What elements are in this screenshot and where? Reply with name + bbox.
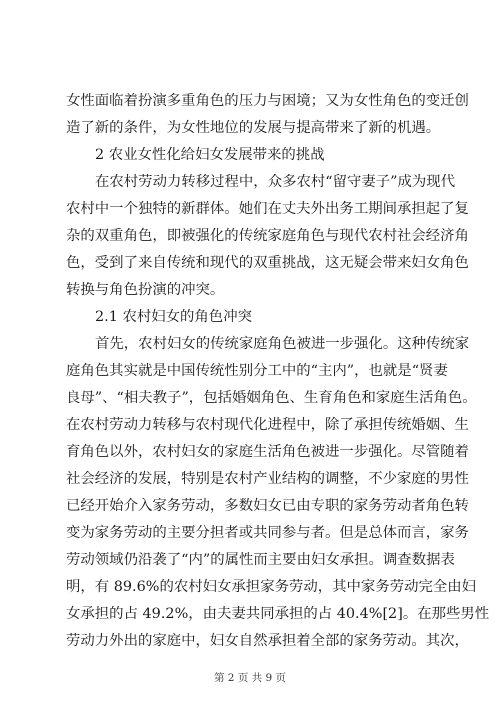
text-line: 造了新的条件，为女性地位的发展与提高带来了新的机遇。 — [66, 120, 441, 136]
text-line: 女承担的占 49.2%，由夫妻共同承担的占 40.4%[2]。在那些男性 — [66, 606, 490, 622]
text-line: 2 农业女性化给妇女发展带来的挑战 — [95, 147, 325, 163]
text-line: 育角色以外，农村妇女的家庭生活角色被进一步强化。尽管随着 — [66, 444, 469, 460]
text-line: 良母”、“相夫教子”，包括婚姻角色、生育角色和家庭生活角色。 — [66, 390, 477, 406]
text-line: 色，受到了来自传统和现代的双重挑战，这无疑会带来妇女角色 — [66, 255, 469, 271]
text-line: 2.1 农村妇女的角色冲突 — [95, 309, 252, 325]
text-line: 在农村劳动力转移过程中，众多农村“留守妻子”成为现代 — [95, 174, 456, 190]
text-line: 劳动力外出的家庭中，妇女自然承担着全部的家务劳动。其次， — [66, 633, 469, 649]
text-line: 庭角色其实就是中国传统性别分工中的“主内”，也就是“贤妻 — [66, 363, 448, 379]
text-line: 首先，农村妇女的传统家庭角色被进一步强化。这种传统家 — [95, 336, 470, 352]
text-line: 女性面临着扮演多重角色的压力与困境；又为女性角色的变迁创 — [66, 93, 469, 109]
text-line: 变为家务劳动的主要分担者或共同参与者。但是总体而言，家务 — [66, 525, 469, 541]
text-line: 明，有 89.6%的农村妇女承担家务劳动，其中家务劳动完全由妇 — [66, 579, 477, 595]
page-footer: 第 2 页 共 9 页 — [213, 672, 287, 684]
text-line: 已经开始介入家务劳动，多数妇女已由专职的家务劳动者角色转 — [66, 498, 469, 514]
text-line: 社会经济的发展，特别是农村产业结构的调整，不少家庭的男性 — [66, 471, 469, 487]
text-line: 转换与角色扮演的冲突。 — [66, 282, 225, 298]
text-line: 在农村劳动力转移与农村现代化进程中，除了承担传统婚姻、生 — [66, 417, 469, 433]
text-line: 农村中一个独特的新群体。她们在丈夫外出务工期间承担起了复 — [66, 201, 469, 217]
document-body — [66, 88, 490, 655]
text-line: 劳动领域仍沿袭了“内”的属性而主要由妇女承担。调查数据表 — [66, 552, 455, 568]
text-line: 杂的双重角色，即被强化的传统家庭角色与现代农村社会经济角 — [66, 228, 469, 244]
